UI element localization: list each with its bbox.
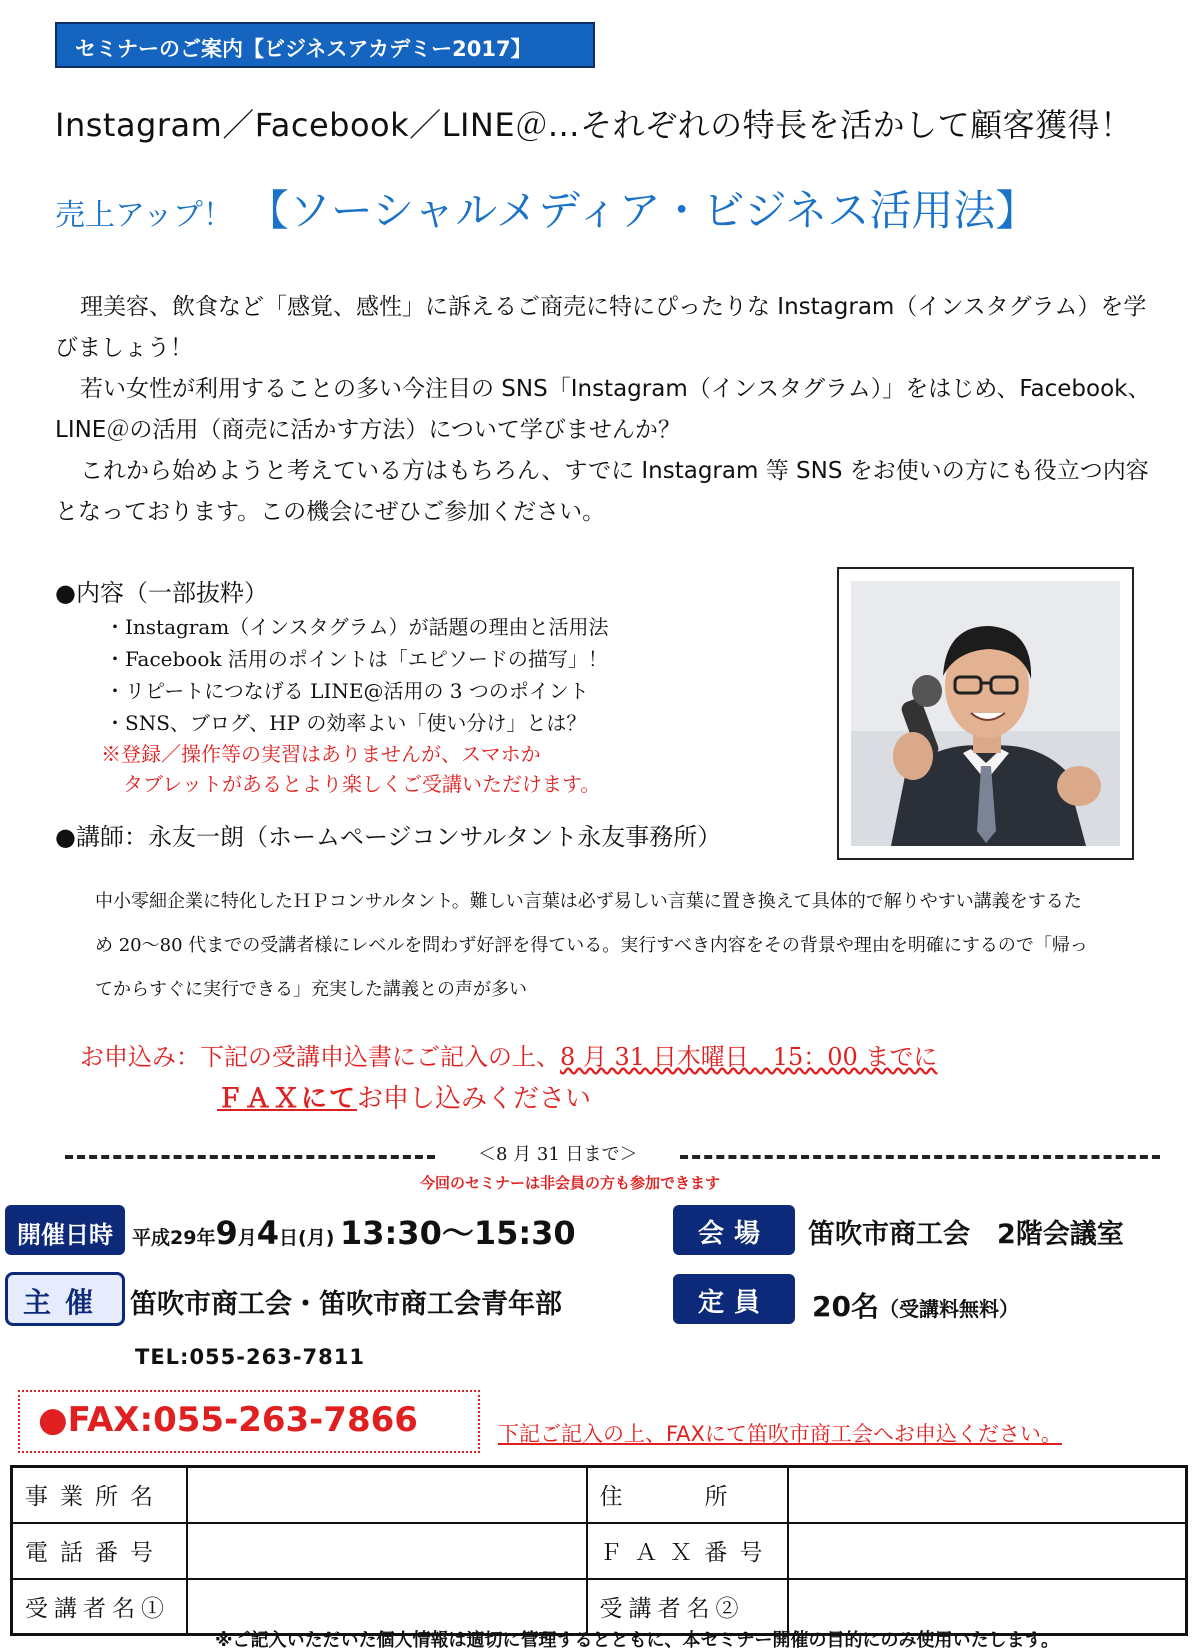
list-item: ・Facebook 活用のポイントは「エピソードの描写」！ [105,647,608,671]
divider-deadline-label: ＜8 月 31 日まで＞ [478,1144,638,1165]
apply-suffix: お申し込みください [357,1084,592,1114]
capacity-label: 定員 [673,1274,795,1324]
date-label: 開催日時 [5,1205,125,1255]
phone-label: 電話番号 [12,1523,187,1579]
intro-text [55,287,1165,533]
date-era: 平成29年 [132,1227,216,1249]
table-row [12,1467,1187,1523]
intro-paragraph: これから始めようと考えている方はもちろん、すでに Instagram 等 SNS をお使いの方にも役立つ内容となっております。この機会にぜひご参加ください。 [55,458,1149,525]
business-name-label: 事業所名 [12,1467,187,1523]
list-item: ・Instagram（インスタグラム）が話題の理由と活用法 [105,615,609,639]
date-time: 13:30～15:30 [339,1214,576,1252]
address-label: 住 所 [587,1467,788,1523]
tel-number: TEL:055-263-7811 [135,1345,365,1369]
attendee1-label: 受講者名① [12,1579,187,1635]
apply-fax-emphasis: ＦＡＸにて [217,1084,358,1114]
intro-paragraph: 若い女性が利用することの多い今注目の SNS「Instagram（インスタグラム）」をはじめ、Facebook、LINE＠の活用（商売に活かす方法）について学びませんか？ [55,376,1151,443]
date-month-unit: 月 [237,1227,257,1249]
business-name-field[interactable] [187,1467,587,1523]
phone-field[interactable] [187,1523,587,1579]
fax-instruction: 下記ご記入の上、FAXにて笛吹市商工会へお申込ください。 [498,1422,1062,1446]
apply-line-2 [217,1078,591,1115]
venue-label: 会場 [673,1205,795,1255]
table-row [12,1523,1187,1579]
event-date [132,1208,576,1254]
fax-field[interactable] [788,1523,1187,1579]
application-form [10,1465,1188,1636]
subtitle: Instagram／Facebook／LINE＠…それぞれの特長を活かして顧客獲得！ [55,106,1133,144]
list-item: ・SNS、ブログ、HP の効率よい「使い分け」とは？ [105,711,587,735]
date-weekday: (月) [298,1227,335,1249]
fax-label: ＦＡＸ番号 [587,1523,788,1579]
note-line: タブレットがあるとより楽しくご受講いただけます。 [123,772,601,796]
nonmember-note: 今回のセミナーは非会員の方も参加できます [420,1174,721,1192]
instructor-line: ●講師：永友一朗（ホームページコンサルタント永友事務所） [55,823,722,851]
date-day-unit: 日 [279,1227,299,1249]
date-day: 4 [256,1214,279,1252]
contents-note [101,739,815,799]
title-prefix: 売上アップ！ [55,198,233,233]
organizer-label: 主催 [5,1272,125,1326]
instructor-photo-frame [837,567,1134,860]
note-line: ※登録／操作等の実習はありませんが、スマホか [101,742,541,766]
divider-right [680,1155,1160,1159]
divider-left [65,1155,435,1159]
main-title: 【ソーシャルメディア・ビジネス活用法】 [246,186,1038,235]
contents-heading: ●内容（一部抜粋） [55,579,268,607]
attendee2-label: 受講者名② [587,1579,788,1635]
instructor-photo [851,581,1120,846]
apply-line [80,1037,937,1072]
speaker-illustration [851,581,1120,846]
privacy-note: ※ご記入いただいた個人情報は適切に管理するとともに、本セミナー開催の目的にのみ使用いたします。 [215,1630,1060,1650]
apply-deadline: 8 月 31 日木曜日 15：00 までに [560,1043,938,1071]
contents-list [105,611,815,739]
intro-paragraph: 理美容、飲食など「感覚、感性」に訴えるご商売に特にぴったりな Instagram（インスタグラム）を学びましょう！ [55,294,1147,361]
main-title-block [55,178,1037,238]
instructor-profile: 中小零細企業に特化したＨＰコンサルタント。難しい言葉は必ず易しい言葉に置き換えて具体的で解りやすい講義をするため 20～80 代までの受講者様にレベルを問わず好評を得ている。実行すべき内容をその背景や理由を明確にするので「帰ってからすぐに実行できる」充実した講義との声が多い [95,891,1088,1000]
contents-section [55,575,815,855]
address-field[interactable] [788,1467,1187,1523]
apply-prefix: お申込み：下記の受講申込書にご記入の上、 [80,1043,560,1071]
capacity [812,1285,1019,1325]
fax-number: ●FAX:055-263-7866 [38,1400,418,1440]
organizer: 笛吹市商工会・笛吹市商工会青年部 [130,1289,562,1320]
capacity-number: 20名 [812,1290,879,1323]
venue: 笛吹市商工会 2階会議室 [808,1219,1124,1250]
date-month: 9 [215,1214,238,1252]
header-tag: セミナーのご案内【ビジネスアカデミー2017】 [55,22,595,68]
list-item: ・リピートにつなげる LINE@活用の 3 つのポイント [105,679,589,703]
capacity-note: （受講料無料） [878,1297,1019,1321]
